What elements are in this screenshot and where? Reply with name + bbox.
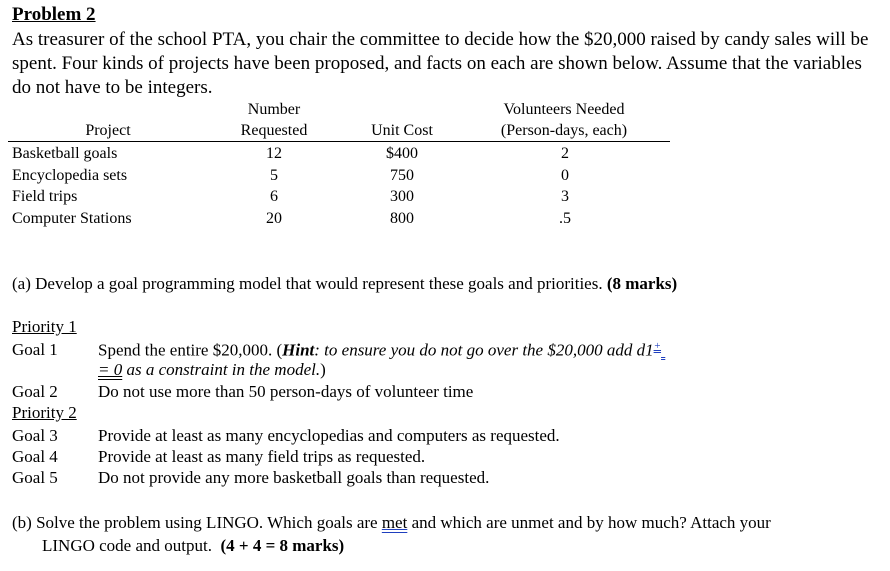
cell-cost: 300 [390,188,414,205]
header-number-top: Number [247,101,301,118]
goal-1-main: Spend the entire $20,000. ( [98,340,283,360]
priority-2-heading: Priority 2 [12,403,77,422]
cell-cost: $400 [386,145,418,162]
problem-title: Problem 2 [12,4,96,25]
goal-1-constraint-text: as a constraint in the model. [122,360,321,379]
part-b-met: met [381,513,408,532]
cell-cost: 750 [390,167,414,184]
header-volunteers-bottom: (Person-days, each) [500,122,628,139]
header-unit-cost: Unit Cost [371,122,433,139]
goal-1-line2 [98,360,326,380]
part-b-text2: and which are unmet and by how much? Attach your [407,513,771,532]
problem-intro: As treasurer of the school PTA, you chair the committee to decide how the $20,000 raised by candy sales will be spent. Four kinds of projects have been proposed, and facts on each are shown below. Assume that the variables do not have to be integers. [12,29,869,98]
table-header-rule [8,141,670,142]
part-a-text: (a) Develop a goal programming model that would represent these goals and priorities. [12,274,603,293]
goal-2-text: Do not use more than 50 person-days of volunteer time [98,382,474,401]
part-b-line1 [12,513,771,533]
goal-1-underline-tail [661,341,675,361]
priority-1-heading: Priority 1 [12,317,77,336]
goal-1-eq-zero: = 0 [98,360,123,379]
cell-volunteers: 2 [561,145,569,162]
goal-1-hint-text: : to ensure you do not go over the $20,000 add d1 [314,340,654,360]
cell-volunteers: 3 [561,188,569,205]
part-b-text1: (b) Solve the problem using LINGO. Which goals are [12,513,382,532]
cell-volunteers: 0 [561,167,569,184]
cell-number: 6 [270,188,278,205]
goal-5-label: Goal 5 [12,468,58,487]
cell-number: 12 [266,145,282,162]
part-b-line2 [42,536,344,556]
cell-project: Encyclopedia sets [12,167,128,184]
goal-1-label: Goal 1 [12,340,58,359]
goal-1-hint-label: Hint [282,340,315,360]
header-project: Project [85,122,131,139]
cell-cost: 800 [390,210,414,227]
goal-3-label: Goal 3 [12,426,58,445]
part-a-question [12,274,677,294]
goal-4-text: Provide at least as many field trips as requested. [98,447,426,466]
cell-number: 20 [266,210,282,227]
cell-project: Field trips [12,188,78,205]
cell-number: 5 [270,167,278,184]
goal-4-label: Goal 4 [12,447,58,466]
header-volunteers-top: Volunteers Needed [503,101,625,118]
cell-project: Computer Stations [12,210,132,227]
goal-3-text: Provide at least as many encyclopedias and computers as requested. [98,426,560,445]
part-b-marks: (4 + 4 = 8 marks) [220,536,345,555]
header-number-bottom: Requested [240,122,308,139]
cell-volunteers: .5 [559,210,571,227]
goal-1-text [98,340,675,361]
goal-5-text: Do not provide any more basketball goals than requested. [98,468,490,487]
part-a-marks: (8 marks) [606,274,678,293]
goal-1-plus-superscript: + [653,340,662,352]
cell-project: Basketball goals [12,145,118,162]
goal-2-label: Goal 2 [12,382,58,401]
goal-1-close-paren: ) [320,360,326,379]
part-b-line2-text: LINGO code and output. [42,536,212,555]
